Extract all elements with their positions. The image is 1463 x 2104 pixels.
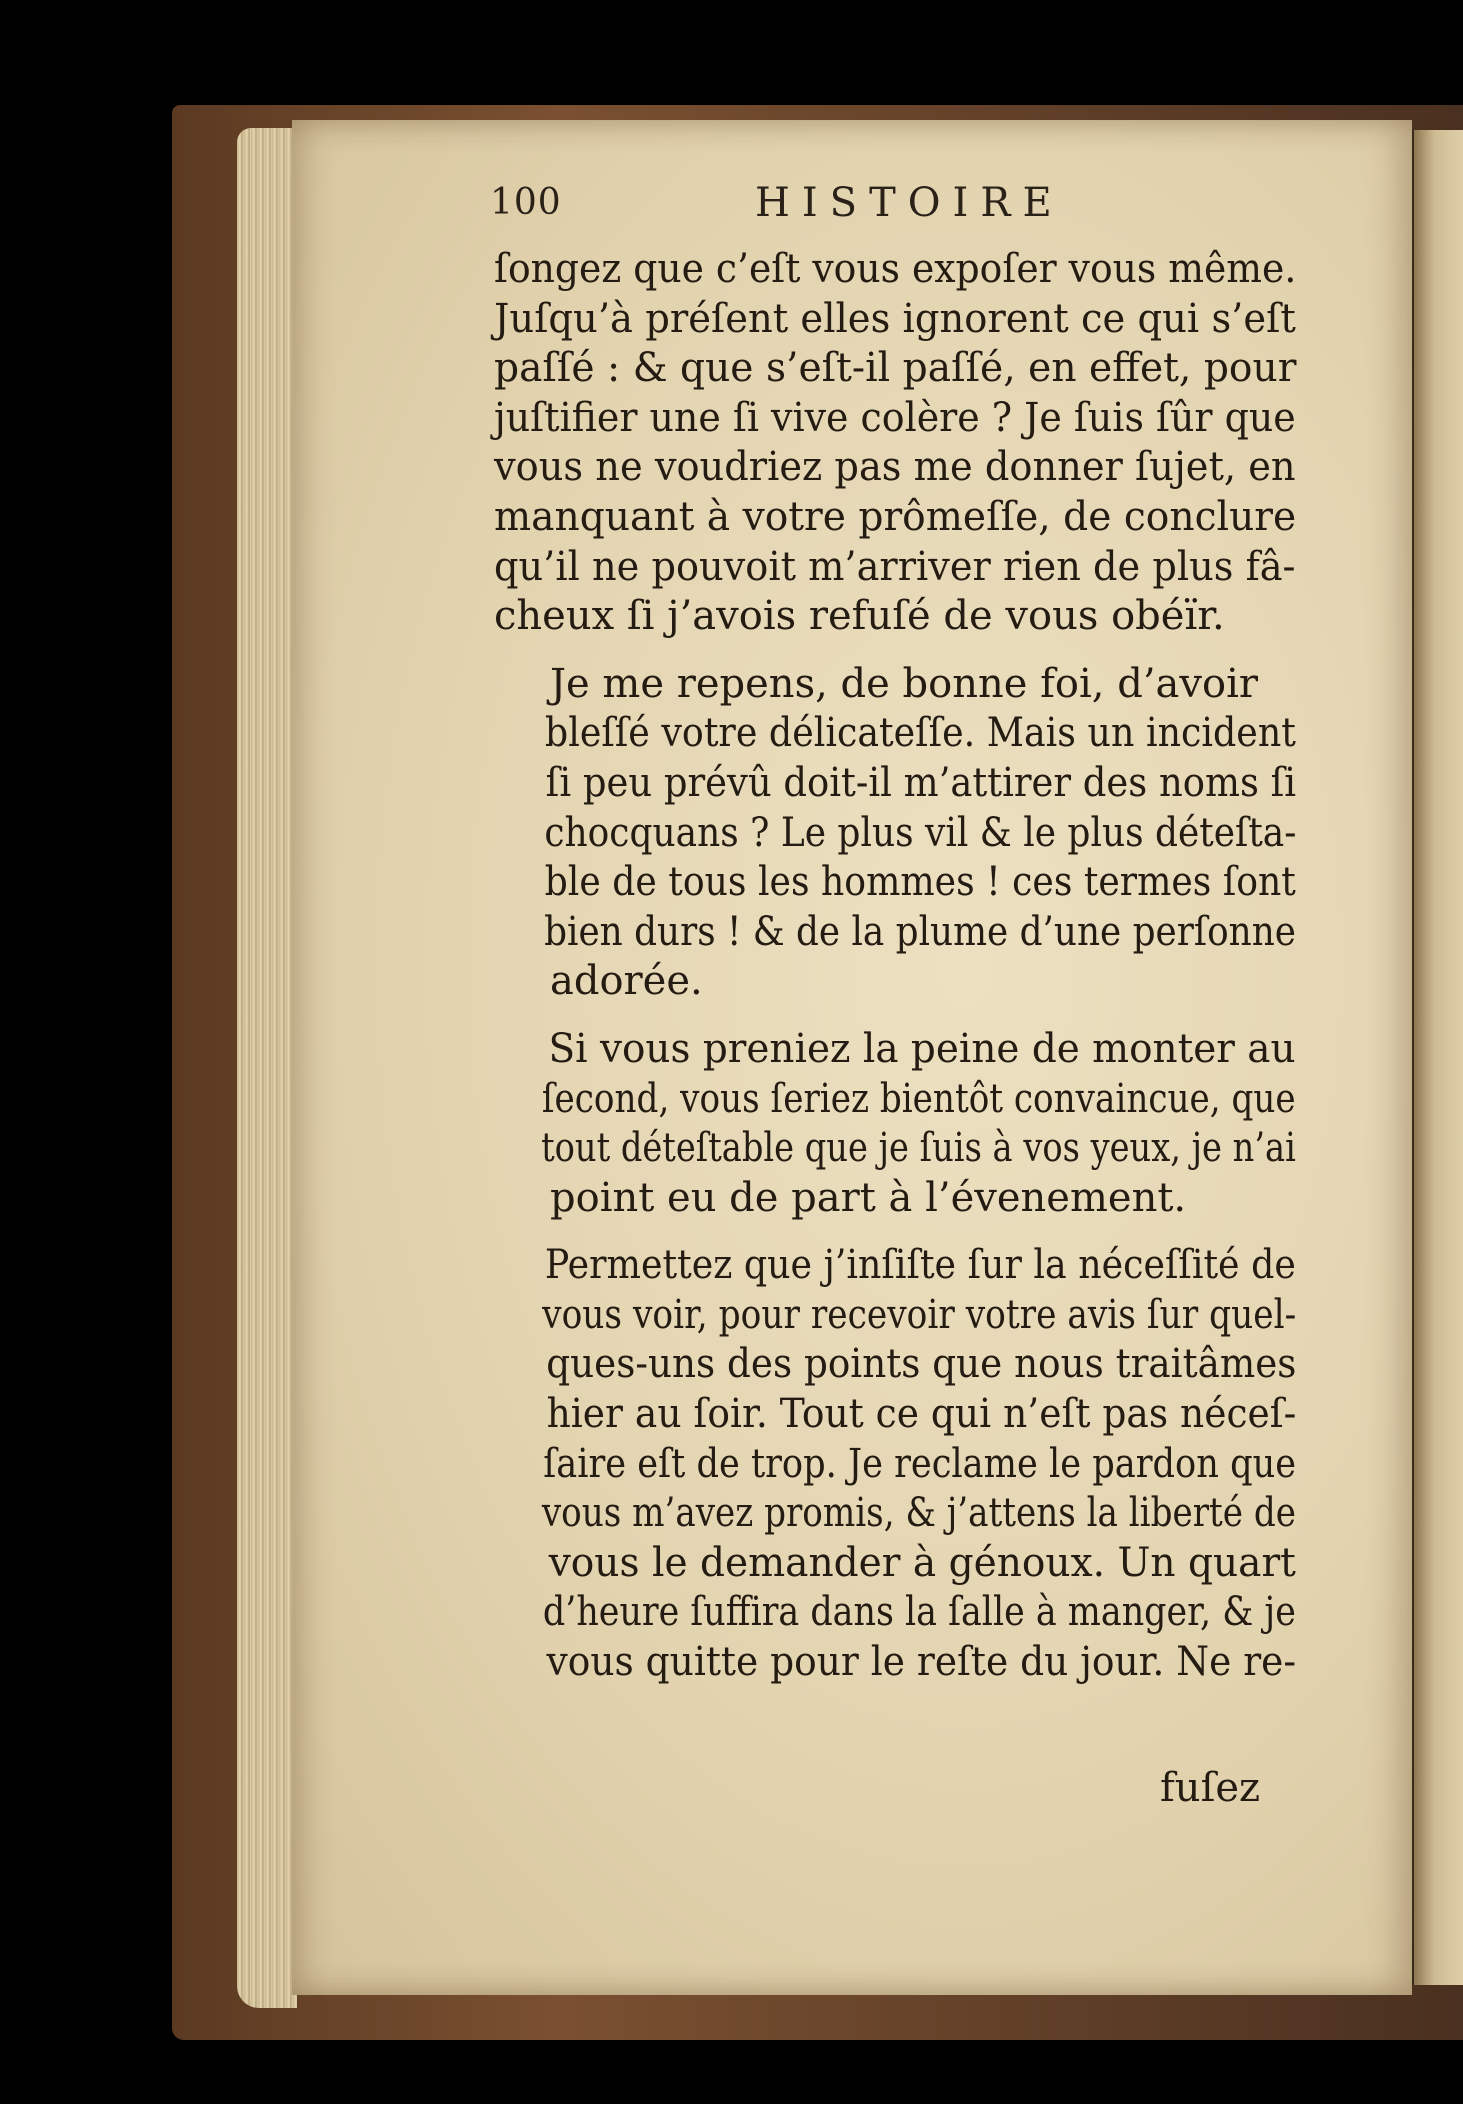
paragraph — [494, 1241, 1296, 1687]
paragraph — [494, 245, 1296, 642]
running-title: HISTOIRE — [755, 180, 1064, 226]
text-line: hier au ſoir. Tout ce qui n’eſt pas néceſ- — [546, 1391, 1297, 1438]
page-edges — [237, 128, 297, 2008]
paragraph — [494, 660, 1296, 1007]
page-header — [490, 180, 1064, 232]
text-line: vous le demander à génoux. Un quart — [548, 1539, 1296, 1586]
text-line: vous ne voudriez pas me donner ſujet, en — [494, 444, 1296, 491]
text-line: paſſé : & que s’eſt-il paſſé, en effet, pour — [494, 345, 1297, 392]
catchword: fuſez — [1160, 1765, 1261, 1811]
text-line: Si vous preniez la peine de monter au — [548, 1025, 1296, 1072]
text-line: Je me repens, de bonne foi, d’avoir — [550, 660, 1258, 707]
text-line: ſecond, vous ſeriez bientôt convaincue, que — [541, 1075, 1296, 1122]
text-line: ſongez que c’eſt vous expoſer vous même. — [494, 246, 1297, 292]
text-line: vous voir, pour recevoir votre avis ſur quel- — [542, 1291, 1297, 1338]
text-line: ſi peu prévû doit-il m’attirer des noms ſi — [545, 759, 1297, 806]
paragraph — [494, 1025, 1296, 1223]
text-line: d’heure ſuffira dans la ſalle à manger, & je — [542, 1589, 1296, 1636]
facing-page-edge — [1412, 130, 1463, 1985]
text-line: ble de tous les hommes ! ces termes ſont — [544, 859, 1296, 906]
text-line: vous m’avez promis, & j’attens la liberté de — [541, 1490, 1296, 1537]
text-line: adorée. — [550, 958, 703, 1005]
text-line: bleſſé votre délicateſſe. Mais un incident — [544, 710, 1296, 757]
text-line: vous quitte pour le reſte du jour. Ne re- — [546, 1639, 1297, 1686]
text-line: qu’il ne pouvoit m’arriver rien de plus fâ- — [494, 543, 1296, 590]
text-line: Juſqu’à préſent elles ignorent ce qui s’eſt — [494, 295, 1296, 342]
text-line: bien durs ! & de la plume d’une perſonne — [544, 908, 1296, 955]
text-line: point eu de part à l’évenement. — [550, 1174, 1187, 1221]
text-line: Permettez que j’inſiſte ſur la néceſſité de — [544, 1242, 1296, 1289]
page-number: 100 — [490, 182, 562, 223]
text-line: ſaire eſt de trop. Je reclame le pardon que — [543, 1440, 1297, 1487]
text-line: chocquans ? Le plus vil & le plus déteſta- — [544, 809, 1297, 856]
text-line: tout déteſtable que je ſuis à vos yeux, je n’ai — [541, 1125, 1296, 1172]
text-line: manquant à votre prômeſſe, de conclure — [494, 493, 1297, 540]
text-line: ques-uns des points que nous traitâmes — [546, 1341, 1297, 1388]
text-line: juſtifier une ſi vive colère ? Je ſuis ſûr que — [494, 394, 1296, 441]
text-line: cheux ſi j’avois refuſé de vous obéïr. — [494, 593, 1225, 640]
body-text — [494, 245, 1296, 1688]
